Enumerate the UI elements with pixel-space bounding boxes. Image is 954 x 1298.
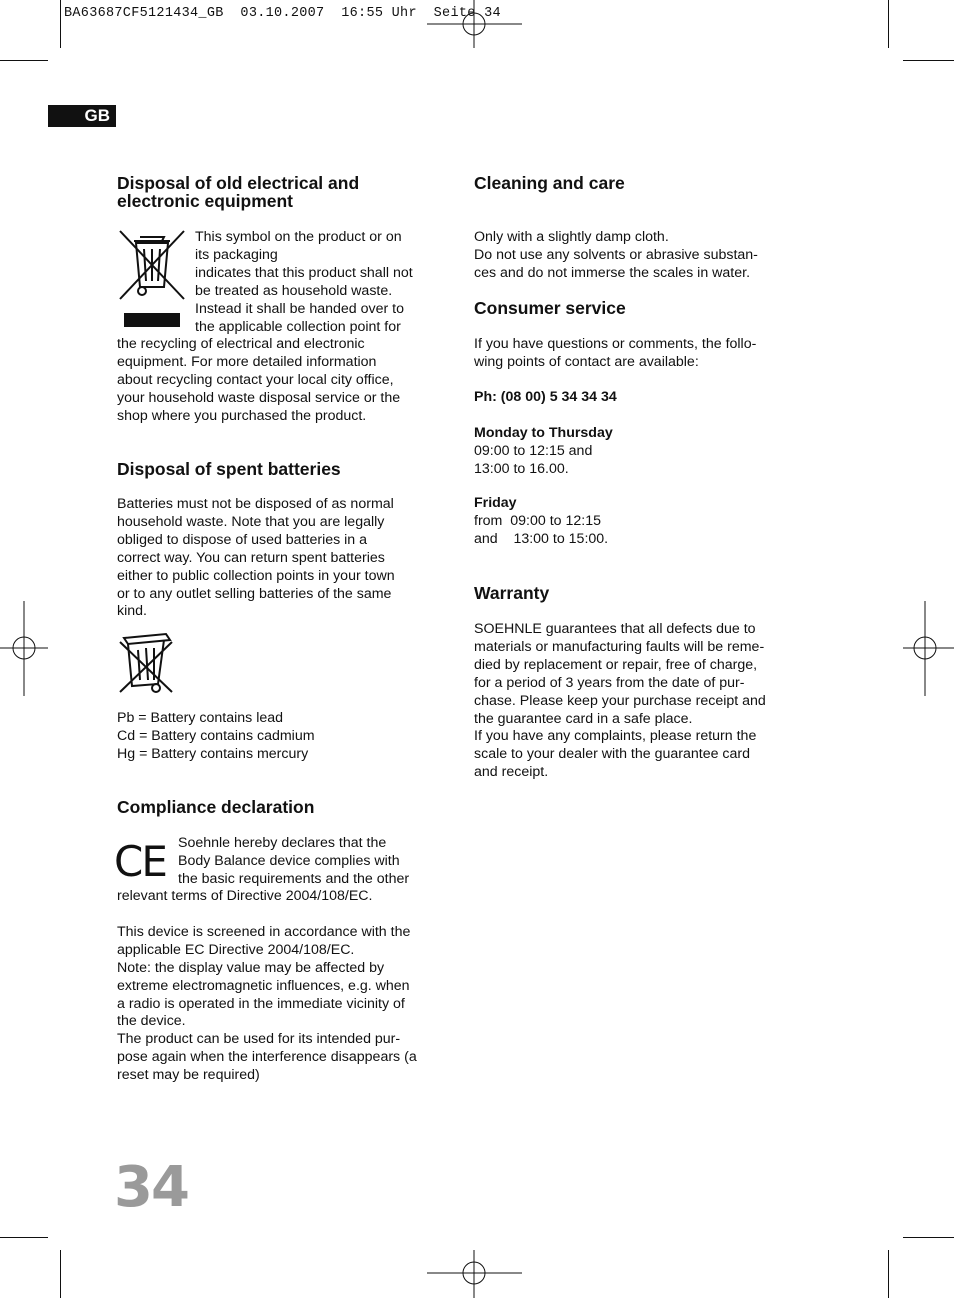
section-compliance (117, 798, 457, 816)
section-consumer-service (474, 299, 814, 549)
crossed-wheelie-bin-icon (118, 229, 186, 329)
weekday-label: Monday to Thursday (474, 424, 613, 441)
language-badge-label: GB (84, 106, 110, 125)
paragraph-text: SOEHNLE guarantees that all defects due to materials or manufacturing faults will be reme- died by replacement or repair, free of charge, for a period of 3 years from the date of pur- chase. Please keep your purchase receipt and the guarantee card in a safe place. If you have any complaints, please return the scale to your dealer with the guarantee card and receipt. (474, 621, 766, 781)
section-warranty (474, 584, 814, 782)
ce-mark-icon: CE (114, 837, 166, 886)
battery-legend-text: Pb = Battery contains lead Cd = Battery contains cadmium Hg = Battery contains mercury (117, 710, 315, 762)
crossed-battery-bin-icon (118, 630, 174, 696)
section-title-disposal-batteries: Disposal of spent batteries (117, 459, 341, 479)
section-cleaning (474, 174, 814, 283)
disposal-electrical-text-beside-icon (195, 229, 455, 336)
section-title-warranty: Warranty (474, 583, 550, 603)
paragraph-text: the recycling of electrical and electronic equipment. For more detailed information about recycling contact your local city office, your household waste disposal service or the shop where you purchased the product. (117, 336, 401, 424)
paragraph-text: This symbol on the product or on its packaging indicates that this product shall not be treated as household waste. Instead it shall be handed over to the applicable collection point for (195, 229, 413, 335)
page-number: 34 (114, 1155, 188, 1220)
language-badge (48, 105, 116, 127)
paragraph-text: This device is screened in accordance with the applicable EC Directive 2004/108/EC. Note: the display value may be affected by extreme electromagnetic influences, e.g. when a radio is operated in the immediate vicinity of the device. The product can be used for its intended pur- pose again when the interference disappears (a reset may be required) (117, 923, 417, 1084)
section-disposal-batteries (117, 460, 457, 621)
paragraph-text: relevant terms of Directive 2004/108/EC. (117, 888, 373, 904)
section-disposal-electrical (117, 174, 452, 210)
paragraph-text: Soehnle hereby declares that the Body Balance device complies with the basic requirements and the other (178, 835, 410, 887)
section-title-disposal-electrical: Disposal of old electrical and electronic equipment (117, 173, 360, 211)
section-title-compliance: Compliance declaration (117, 797, 315, 817)
paragraph-text: Batteries must not be disposed of as normal household waste. Note that you are legally obliged to dispose of used batteries in a correct way. You can return spent batteries either to public collection points in your town or to any outlet selling batteries of the same kind. (117, 496, 395, 620)
weekday-hours: 09:00 to 12:15 and 13:00 to 16.00. (474, 442, 593, 477)
phone-number: Ph: (08 00) 5 34 34 34 (474, 388, 617, 405)
friday-label: Friday (474, 495, 517, 512)
disposal-electrical-text-below-icon (117, 336, 457, 426)
friday-hours: from 09:00 to 12:15 and 13:00 to 15:00. (474, 513, 609, 548)
paragraph-text: Only with a slightly damp cloth. Do not use any solvents or abrasive substan- ces and do not immerse the scales in water. (474, 229, 758, 281)
compliance-text-below-icon (117, 888, 457, 1085)
compliance-text-beside-icon (178, 835, 458, 889)
battery-legend (117, 710, 457, 764)
paragraph-text: If you have questions or comments, the follo- wing points of contact are available: (474, 336, 757, 370)
section-title-cleaning: Cleaning and care (474, 173, 625, 193)
print-slug-line: BA63687CF5121434_GB 03.10.2007 16:55 Uhr Seite 34 (64, 6, 501, 21)
section-title-consumer-service: Consumer service (474, 298, 626, 318)
